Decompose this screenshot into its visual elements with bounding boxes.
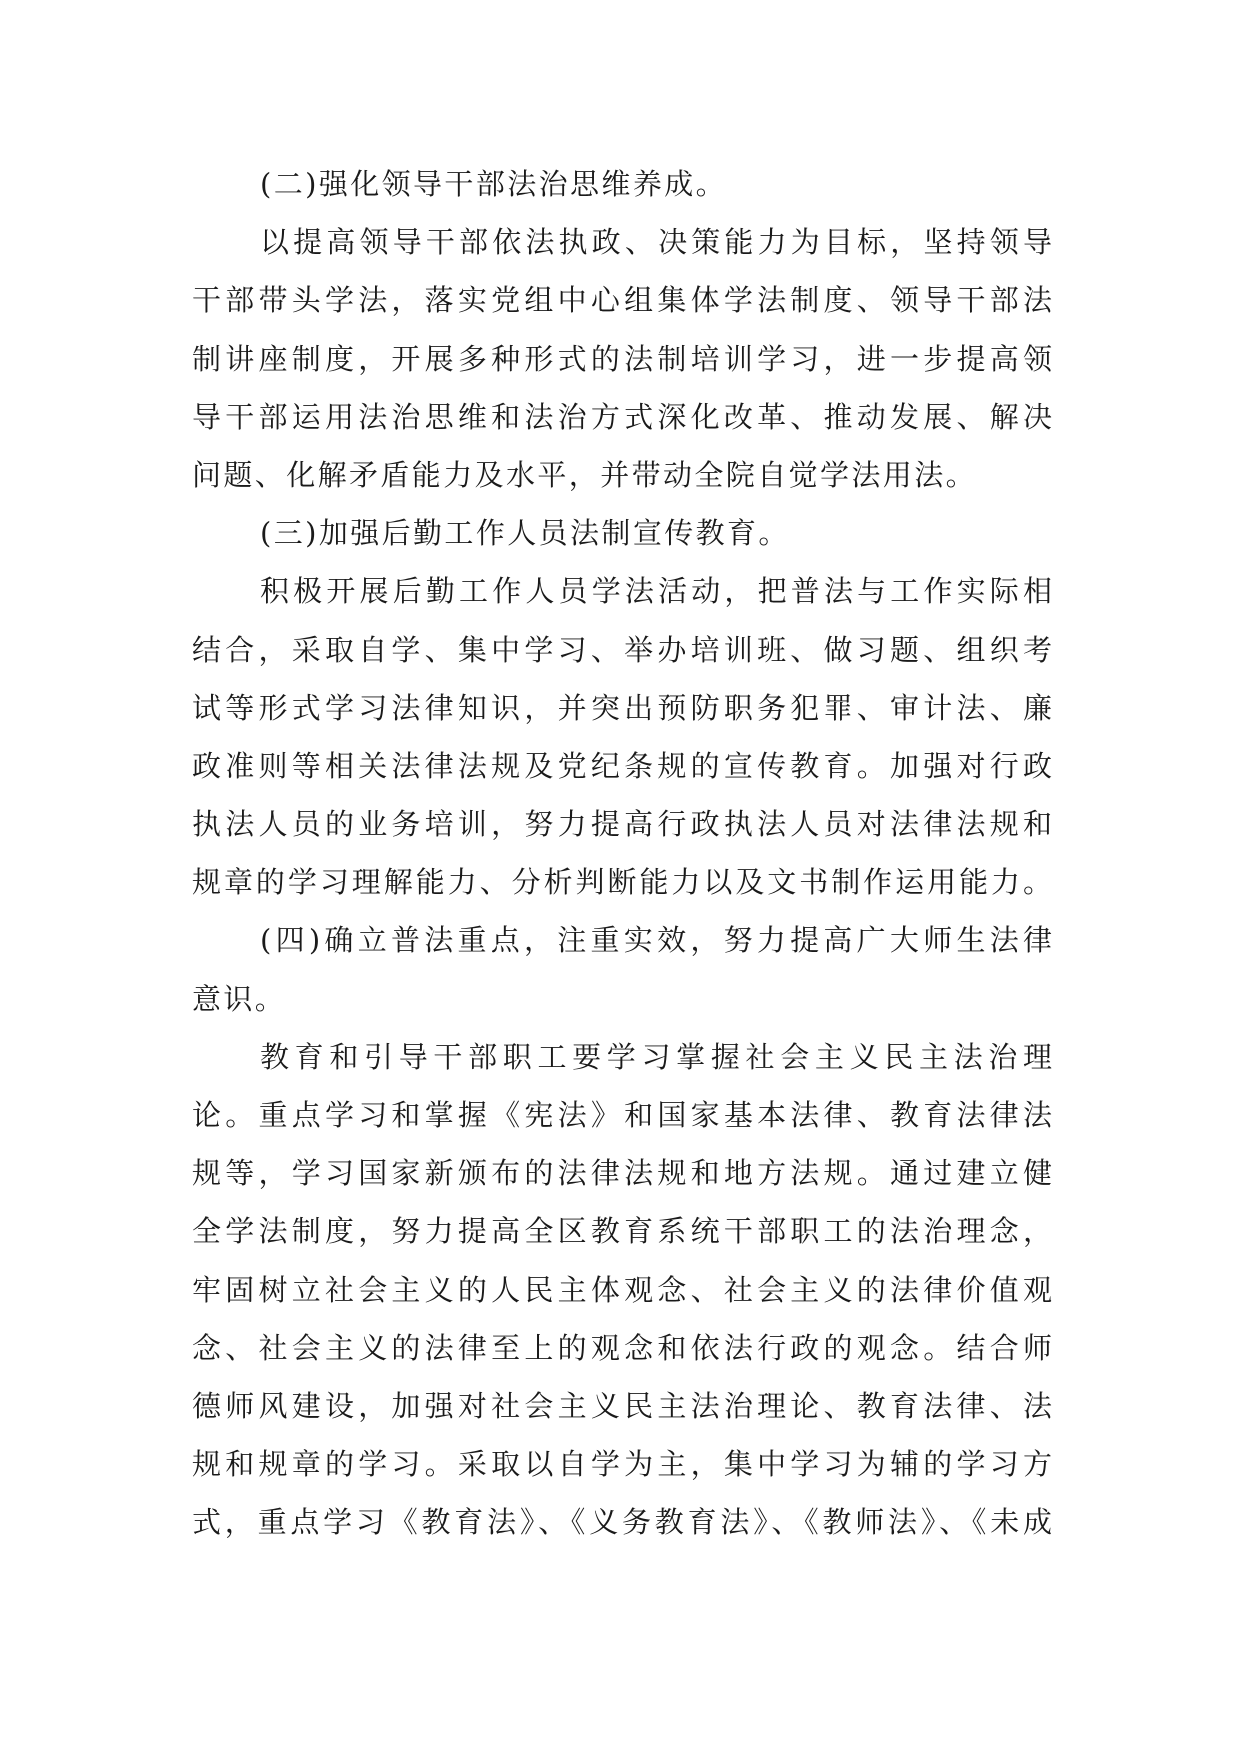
section-2-line: 制讲座制度，开展多种形式的法制培训学习，进一步提高领 [192,341,1052,376]
section-3-line: 积极开展后勤工作人员学法活动，把普法与工作实际相 [260,574,1052,609]
document-page [192,155,1052,1552]
section-3-line: 执法人员的业务培训，努力提高行政执法人员对法律法规和 [192,807,1052,842]
section-4-line: 念、社会主义的法律至上的观念和依法行政的观念。结合师 [192,1330,1052,1365]
section-4-line: 论。重点学习和掌握《宪法》和国家基本法律、教育法律法 [192,1098,1052,1132]
section-4-line: 教育和引导干部职工要学习掌握社会主义民主法治理 [260,1039,1052,1074]
section-3-line: 试等形式学习法律知识，并突出预防职务犯罪、审计法、廉 [192,690,1052,725]
section-4-line: 全学法制度，努力提高全区教育系统干部职工的法治理念， [192,1214,1052,1249]
section-3-line: 结合，采取自学、集中学习、举办培训班、做习题、组织考 [192,632,1052,667]
section-3-line: 规章的学习理解能力、分析判断能力以及文书制作运用能力。 [192,865,1052,900]
section-4-line: 式，重点学习《教育法》、《义务教育法》、《教师法》、《未成 [192,1505,1052,1540]
section-4-line: 德师风建设，加强对社会主义民主法治理论、教育法律、法 [192,1388,1052,1423]
section-4-line: 牢固树立社会主义的人民主体观念、社会主义的法律价值观 [192,1272,1052,1307]
section-2-heading: (二)强化领导干部法治思维养成。 [260,167,728,201]
section-2-line: 问题、化解矛盾能力及水平，并带动全院自觉学法用法。 [192,457,978,492]
section-3-line: 政准则等相关法律法规及党纪条规的宣传教育。加强对行政 [192,748,1052,783]
section-3-heading: (三)加强后勤工作人员法制宣传教育。 [260,516,790,551]
section-2-line: 导干部运用法治思维和法治方式深化改革、推动发展、解决 [192,399,1052,434]
section-2-line: 以提高领导干部依法执政、决策能力为目标，坚持领导 [260,225,1052,260]
section-4-line: 规等，学习国家新颁布的法律法规和地方法规。通过建立健 [192,1156,1052,1191]
section-2-line: 干部带头学法，落实党组中心组集体学法制度、领导干部法 [192,283,1052,318]
section-4-line: 规和规章的学习。采取以自学为主，集中学习为辅的学习方 [192,1447,1052,1482]
section-4-heading: 意识。 [192,981,287,1016]
section-4-heading: (四)确立普法重点，注重实效，努力提高广大师生法律 [260,923,1052,958]
